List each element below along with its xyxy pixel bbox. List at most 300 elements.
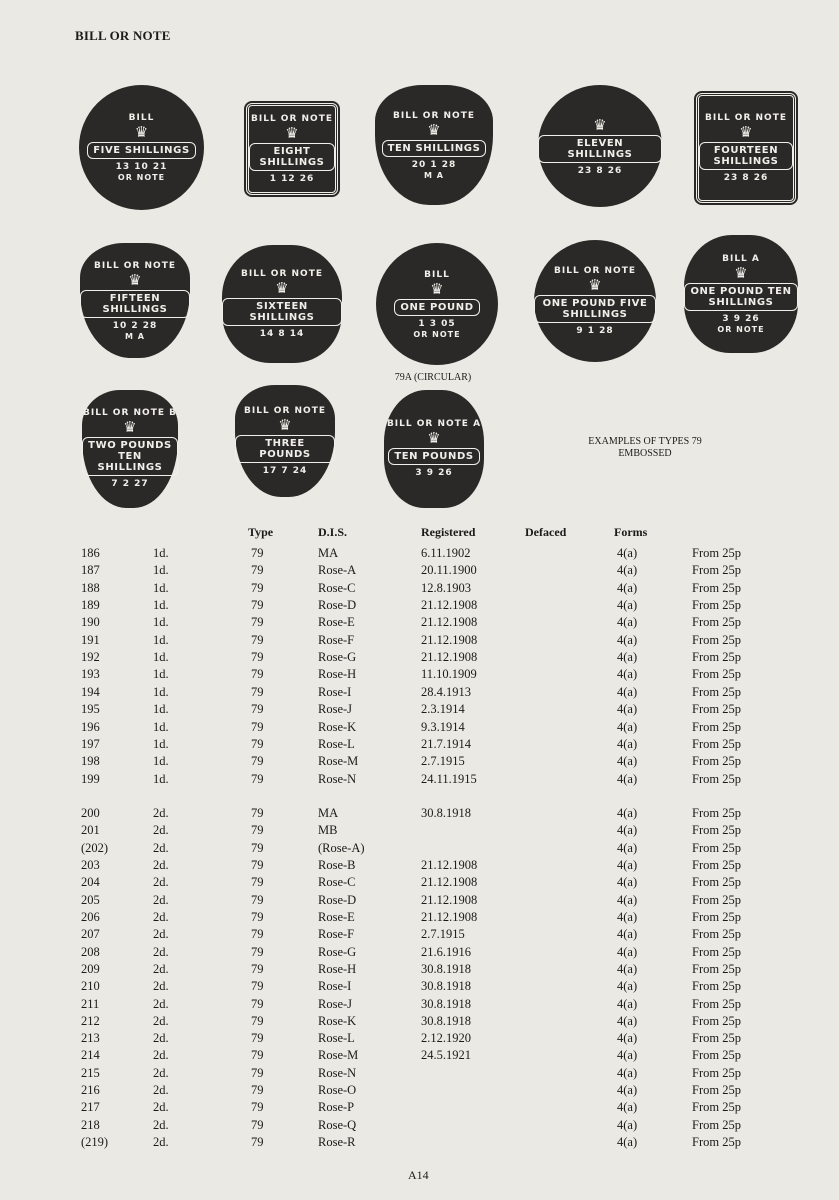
cell-type: 79: [251, 823, 264, 838]
stamp-top-text: BILL: [128, 113, 155, 123]
cell-value: 1d.: [153, 615, 169, 630]
cell-price: From 25p: [692, 1083, 741, 1098]
cell-value: 2d.: [153, 996, 169, 1011]
cell-dis: Rose-N: [318, 771, 357, 786]
cell-dis: Rose-L: [318, 736, 355, 751]
header-dis: D.I.S.: [318, 525, 348, 539]
examples-caption-line2: EMBOSSED: [618, 448, 672, 459]
cell-price: From 25p: [692, 927, 741, 942]
cell-forms: 4(a): [617, 1048, 638, 1063]
cell-registered: 11.10.1909: [421, 667, 477, 682]
crown-icon: ♛: [427, 429, 441, 447]
cell-number: 190: [81, 615, 100, 630]
cell-type: 79: [251, 754, 264, 769]
stamp-value-text: THREE POUNDS: [235, 435, 335, 463]
stamp-date-numbers: 10 2 28: [112, 320, 158, 331]
stamp-value-text: TEN SHILLINGS: [382, 140, 487, 157]
crown-icon: ♛: [275, 278, 289, 297]
cell-registered: 30.8.1918: [421, 1013, 471, 1028]
stamp-date-numbers: 7 2 27: [111, 479, 149, 489]
cell-dis: Rose-O: [318, 1083, 357, 1098]
cell-registered: 28.4.1913: [421, 684, 471, 699]
cell-registered: 21.12.1908: [421, 892, 478, 907]
cell-type: 79: [251, 1048, 264, 1063]
cell-value: 2d.: [153, 927, 169, 942]
cell-number: 217: [81, 1100, 100, 1115]
cell-forms: 4(a): [617, 580, 638, 595]
stamp-value-text: FIVE SHILLINGS: [87, 142, 196, 159]
cell-registered: 30.8.1918: [421, 996, 471, 1011]
cell-value: 1d.: [153, 736, 169, 751]
stamp-bottom-text: OR NOTE: [117, 173, 166, 182]
embossed-stamp: [222, 245, 342, 363]
stamp-value-text: TWO POUNDS TEN SHILLINGS: [82, 437, 178, 476]
cell-type: 79: [251, 961, 264, 976]
crown-icon: ♛: [430, 279, 444, 298]
cell-value: 2d.: [153, 892, 169, 907]
stamp-top-text: BILL OR NOTE: [241, 268, 323, 279]
cell-forms: 4(a): [617, 771, 638, 786]
cell-number: 213: [81, 1031, 100, 1046]
stamp-value-text: ONE POUND FIVE SHILLINGS: [534, 295, 656, 323]
cell-dis: Rose-D: [318, 892, 357, 907]
stamp-date-numbers: 1 3 05: [418, 318, 456, 329]
cell-value: 1d.: [153, 702, 169, 717]
cell-number: 212: [81, 1013, 100, 1028]
embossed-stamp: [538, 85, 662, 207]
cell-number: 193: [81, 667, 100, 682]
cell-value: 2d.: [153, 909, 169, 924]
stamp-value-text: SIXTEEN SHILLINGS: [222, 298, 342, 326]
cell-number: 204: [81, 875, 100, 890]
cell-dis: Rose-K: [318, 719, 357, 734]
embossed-stamp: [82, 390, 178, 508]
cell-type: 79: [251, 684, 264, 699]
cell-number: (202): [81, 840, 109, 855]
cell-forms: 4(a): [617, 961, 638, 976]
header-type: Type: [248, 525, 274, 539]
cell-price: From 25p: [692, 615, 741, 630]
cell-dis: Rose-I: [318, 684, 352, 699]
stamp-top-text: BILL OR NOTE: [244, 405, 326, 416]
stamp-date-numbers: 1 12 26: [269, 173, 315, 184]
cell-type: 79: [251, 598, 264, 613]
cell-value: 2d.: [153, 1135, 169, 1150]
stamp-top-text: BILL OR NOTE: [554, 265, 636, 276]
cell-registered: 2.3.1914: [421, 702, 465, 717]
cell-registered: 30.8.1918: [421, 806, 471, 820]
cell-type: 79: [251, 702, 264, 717]
cell-type: 79: [251, 1135, 264, 1150]
examples-caption: [560, 436, 730, 460]
cell-dis: MA: [318, 806, 339, 820]
cell-number: 191: [81, 632, 100, 647]
stamp-date-numbers: 9 1 28: [576, 325, 614, 336]
stamp-date-numbers: 3 9 26: [722, 314, 760, 324]
cell-type: 79: [251, 632, 264, 647]
cell-forms: 4(a): [617, 1100, 638, 1115]
cell-type: 79: [251, 1031, 264, 1046]
stamp-top-text: BILL OR NOTE: [251, 113, 333, 124]
cell-number: 188: [81, 580, 100, 595]
cell-dis: Rose-J: [318, 996, 353, 1011]
cell-forms: 4(a): [617, 667, 638, 682]
crown-icon: ♛: [593, 115, 607, 134]
cell-price: From 25p: [692, 667, 741, 682]
cell-dis: Rose-H: [318, 667, 357, 682]
cell-registered: 21.7.1914: [421, 736, 471, 751]
cell-value: 1d.: [153, 598, 169, 613]
cell-forms: 4(a): [617, 979, 638, 994]
cell-value: 2d.: [153, 1065, 169, 1080]
cell-registered: 21.12.1908: [421, 875, 478, 890]
cell-price: From 25p: [692, 1013, 741, 1028]
cell-value: 2d.: [153, 1048, 169, 1063]
cell-dis: Rose-G: [318, 944, 357, 959]
cell-registered: 21.6.1916: [421, 944, 471, 959]
header-registered: Registered: [421, 525, 476, 539]
cell-forms: 4(a): [617, 650, 638, 665]
cell-registered: 30.8.1918: [421, 961, 471, 976]
cell-number: 214: [81, 1048, 100, 1063]
cell-dis: Rose-F: [318, 632, 355, 647]
cell-value: 1d.: [153, 667, 169, 682]
stamp-date-numbers: 17 7 24: [262, 465, 308, 476]
cell-dis: Rose-P: [318, 1100, 355, 1115]
cell-number: (219): [81, 1135, 109, 1150]
header-defaced: Defaced: [525, 525, 567, 539]
cell-value: 1d.: [153, 546, 169, 560]
cell-value: 1d.: [153, 719, 169, 734]
cell-dis: MA: [318, 546, 339, 560]
cell-value: 1d.: [153, 580, 169, 595]
cell-value: 2d.: [153, 823, 169, 838]
cell-forms: 4(a): [617, 944, 638, 959]
cell-forms: 4(a): [617, 754, 638, 769]
cell-registered: 21.12.1908: [421, 857, 478, 872]
cell-forms: 4(a): [617, 1117, 638, 1132]
cell-price: From 25p: [692, 909, 741, 924]
cell-forms: 4(a): [617, 1135, 638, 1150]
cell-dis: Rose-E: [318, 615, 355, 630]
cell-number: 194: [81, 684, 100, 699]
embossed-stamp: [375, 85, 493, 205]
cell-forms: 4(a): [617, 892, 638, 907]
cell-price: From 25p: [692, 702, 741, 717]
cell-dis: Rose-C: [318, 580, 356, 595]
cell-number: 205: [81, 892, 100, 907]
cell-type: 79: [251, 909, 264, 924]
cell-price: From 25p: [692, 996, 741, 1011]
cell-price: From 25p: [692, 736, 741, 751]
embossed-stamp: [80, 243, 190, 358]
crown-icon: ♛: [739, 122, 753, 141]
cell-dis: (Rose-A): [318, 840, 365, 855]
cell-value: 2d.: [153, 1100, 169, 1115]
cell-type: 79: [251, 580, 264, 595]
embossed-stamp: [246, 103, 338, 195]
cell-dis: Rose-M: [318, 1048, 359, 1063]
embossed-stamp: [696, 93, 796, 203]
crown-icon: ♛: [588, 275, 602, 294]
cell-forms: 4(a): [617, 598, 638, 613]
stamp-value-text: ONE POUND: [394, 299, 479, 316]
cell-forms: 4(a): [617, 632, 638, 647]
cell-forms: 4(a): [617, 823, 638, 838]
cell-dis: Rose-A: [318, 563, 357, 578]
cell-type: 79: [251, 996, 264, 1011]
cell-forms: 4(a): [617, 909, 638, 924]
cell-price: From 25p: [692, 892, 741, 907]
cell-number: 200: [81, 806, 100, 820]
stamp-date-numbers: 13 10 21: [115, 162, 168, 172]
header-forms: Forms: [614, 525, 648, 539]
cell-type: 79: [251, 927, 264, 942]
cell-number: 195: [81, 702, 100, 717]
cell-price: From 25p: [692, 719, 741, 734]
cell-number: 198: [81, 754, 100, 769]
cell-price: From 25p: [692, 771, 741, 786]
stamp-top-text: BILL OR NOTE A: [386, 419, 482, 429]
page-title: BILL OR NOTE: [75, 28, 171, 43]
embossed-stamp: [79, 85, 204, 210]
cell-number: 189: [81, 598, 100, 613]
cell-dis: Rose-D: [318, 598, 357, 613]
stamp-value-text: FIFTEEN SHILLINGS: [80, 290, 190, 318]
cell-number: 211: [81, 996, 100, 1011]
cell-type: 79: [251, 736, 264, 751]
cell-registered: 30.8.1918: [421, 979, 471, 994]
cell-value: 1d.: [153, 563, 169, 578]
cell-forms: 4(a): [617, 563, 638, 578]
cell-number: 201: [81, 823, 100, 838]
stamp-value-text: ONE POUND TEN SHILLINGS: [684, 283, 798, 311]
cell-number: 210: [81, 979, 100, 994]
cell-registered: 20.11.1900: [421, 563, 477, 578]
cell-price: From 25p: [692, 875, 741, 890]
cell-registered: 2.7.1915: [421, 927, 465, 942]
cell-forms: 4(a): [617, 719, 638, 734]
cell-type: 79: [251, 1065, 264, 1080]
cell-price: From 25p: [692, 598, 741, 613]
cell-dis: MB: [318, 823, 338, 838]
stamp-value-text: TEN POUNDS: [388, 448, 479, 465]
crown-icon: ♛: [734, 264, 748, 282]
cell-number: 208: [81, 944, 100, 959]
cell-price: From 25p: [692, 650, 741, 665]
cell-type: 79: [251, 857, 264, 872]
cell-type: 79: [251, 650, 264, 665]
cell-number: 218: [81, 1117, 100, 1132]
cell-registered: 21.12.1908: [421, 598, 478, 613]
cell-forms: 4(a): [617, 857, 638, 872]
stamp-top-text: BILL OR NOTE: [393, 110, 475, 121]
cell-dis: Rose-I: [318, 979, 352, 994]
cell-forms: 4(a): [617, 1031, 638, 1046]
cell-price: From 25p: [692, 979, 741, 994]
cell-dis: Rose-Q: [318, 1117, 357, 1132]
stamp-date-numbers: 3 9 26: [415, 468, 453, 478]
cell-value: 2d.: [153, 1031, 169, 1046]
page-number: A14: [408, 1168, 429, 1182]
cell-value: 1d.: [153, 650, 169, 665]
stamp-value-text: ELEVEN SHILLINGS: [538, 135, 662, 163]
cell-type: 79: [251, 892, 264, 907]
cell-dis: Rose-N: [318, 1065, 357, 1080]
cell-value: 1d.: [153, 754, 169, 769]
cell-forms: 4(a): [617, 1013, 638, 1028]
cell-value: 2d.: [153, 1117, 169, 1132]
stamp-bottom-text: M A: [424, 170, 444, 180]
cell-registered: 24.11.1915: [421, 771, 477, 786]
cell-dis: Rose-L: [318, 1031, 355, 1046]
cell-value: 2d.: [153, 857, 169, 872]
cell-price: From 25p: [692, 806, 741, 820]
cell-forms: 4(a): [617, 702, 638, 717]
cell-dis: Rose-R: [318, 1135, 356, 1150]
cell-value: 1d.: [153, 632, 169, 647]
cell-forms: 4(a): [617, 546, 638, 560]
cell-dis: Rose-M: [318, 754, 359, 769]
cell-registered: 21.12.1908: [421, 632, 478, 647]
stamp-top-text: BILL OR NOTE: [94, 260, 176, 271]
cell-value: 1d.: [153, 771, 169, 786]
cell-number: 186: [81, 546, 100, 560]
cell-dis: Rose-B: [318, 857, 356, 872]
circular-caption: 79A (CIRCULAR): [394, 372, 472, 383]
examples-caption-line1: EXAMPLES OF TYPES 79: [588, 436, 702, 447]
cell-forms: 4(a): [617, 875, 638, 890]
cell-type: 79: [251, 563, 264, 578]
cell-price: From 25p: [692, 1031, 741, 1046]
stamp-bottom-text: OR NOTE: [413, 329, 461, 339]
cell-type: 79: [251, 546, 264, 560]
cell-value: 2d.: [153, 875, 169, 890]
cell-number: 199: [81, 771, 100, 786]
cell-registered: 21.12.1908: [421, 615, 478, 630]
crown-icon: ♛: [285, 123, 299, 142]
cell-type: 79: [251, 615, 264, 630]
cell-forms: 4(a): [617, 736, 638, 751]
cell-number: 206: [81, 909, 100, 924]
stamp-top-text: BILL OR NOTE: [705, 112, 787, 123]
cell-forms: 4(a): [617, 996, 638, 1011]
cell-price: From 25p: [692, 563, 741, 578]
cell-forms: 4(a): [617, 927, 638, 942]
cell-dis: Rose-F: [318, 927, 355, 942]
stamp-date-numbers: 23 8 26: [723, 172, 769, 183]
cell-forms: 4(a): [617, 840, 638, 855]
cell-value: 1d.: [153, 684, 169, 699]
cell-forms: 4(a): [617, 1083, 638, 1098]
cell-forms: 4(a): [617, 684, 638, 699]
crown-icon: ♛: [123, 418, 137, 436]
cell-value: 2d.: [153, 944, 169, 959]
cell-number: 192: [81, 650, 100, 665]
cell-dis: Rose-E: [318, 909, 355, 924]
stamp-bottom-text: OR NOTE: [717, 325, 765, 334]
cell-type: 79: [251, 719, 264, 734]
embossed-stamp: [534, 240, 656, 362]
cell-price: From 25p: [692, 1117, 741, 1132]
cell-type: 79: [251, 840, 264, 855]
cell-number: 207: [81, 927, 100, 942]
embossed-stamp: [376, 243, 498, 365]
cell-registered: 21.12.1908: [421, 909, 478, 924]
cell-dis: Rose-C: [318, 875, 356, 890]
stamp-top-text: BILL: [424, 269, 450, 280]
stamp-value-text: EIGHT SHILLINGS: [249, 143, 335, 171]
cell-registered: 24.5.1921: [421, 1048, 471, 1063]
cell-value: 2d.: [153, 1013, 169, 1028]
stamp-date-numbers: 20 1 28: [411, 159, 457, 170]
stamp-value-text: FOURTEEN SHILLINGS: [699, 142, 793, 170]
cell-forms: 4(a): [617, 615, 638, 630]
cell-number: 216: [81, 1083, 100, 1098]
cell-price: From 25p: [692, 546, 741, 560]
cell-number: 196: [81, 719, 100, 734]
cell-type: 79: [251, 1117, 264, 1132]
cell-price: From 25p: [692, 857, 741, 872]
cell-registered: 2.12.1920: [421, 1031, 471, 1046]
stamp-date-numbers: 23 8 26: [577, 165, 623, 176]
cell-number: 215: [81, 1065, 100, 1080]
cell-type: 79: [251, 1083, 264, 1098]
cell-type: 79: [251, 979, 264, 994]
cell-number: 187: [81, 563, 100, 578]
cell-type: 79: [251, 667, 264, 682]
cell-forms: 4(a): [617, 806, 638, 820]
cell-price: From 25p: [692, 840, 741, 855]
stamp-top-text: BILL A: [722, 254, 760, 264]
cell-dis: Rose-K: [318, 1013, 357, 1028]
cell-price: From 25p: [692, 1065, 741, 1080]
cell-price: From 25p: [692, 961, 741, 976]
crown-icon: ♛: [278, 415, 292, 434]
crown-icon: ♛: [134, 123, 149, 141]
embossed-stamp: [235, 385, 335, 497]
cell-price: From 25p: [692, 684, 741, 699]
cell-price: From 25p: [692, 754, 741, 769]
cell-value: 2d.: [153, 1083, 169, 1098]
cell-dis: Rose-H: [318, 961, 357, 976]
cell-price: From 25p: [692, 944, 741, 959]
cell-registered: 9.3.1914: [421, 719, 465, 734]
cell-forms: 4(a): [617, 1065, 638, 1080]
cell-type: 79: [251, 806, 264, 820]
stamp-top-text: BILL OR NOTE B: [83, 408, 177, 418]
crown-icon: ♛: [427, 120, 441, 139]
cell-number: 209: [81, 961, 100, 976]
cell-value: 2d.: [153, 840, 169, 855]
embossed-stamp: [684, 235, 798, 353]
cell-registered: 2.7.1915: [421, 754, 465, 769]
cell-value: 2d.: [153, 806, 169, 820]
cell-price: From 25p: [692, 823, 741, 838]
cell-price: From 25p: [692, 632, 741, 647]
crown-icon: ♛: [128, 270, 142, 289]
cell-type: 79: [251, 1100, 264, 1115]
embossed-stamp: [384, 390, 484, 508]
cell-dis: Rose-G: [318, 650, 357, 665]
cell-price: From 25p: [692, 1135, 741, 1150]
cell-type: 79: [251, 1013, 264, 1028]
cell-price: From 25p: [692, 1048, 741, 1063]
cell-type: 79: [251, 875, 264, 890]
cell-price: From 25p: [692, 1100, 741, 1115]
cell-type: 79: [251, 944, 264, 959]
cell-number: 197: [81, 736, 100, 751]
